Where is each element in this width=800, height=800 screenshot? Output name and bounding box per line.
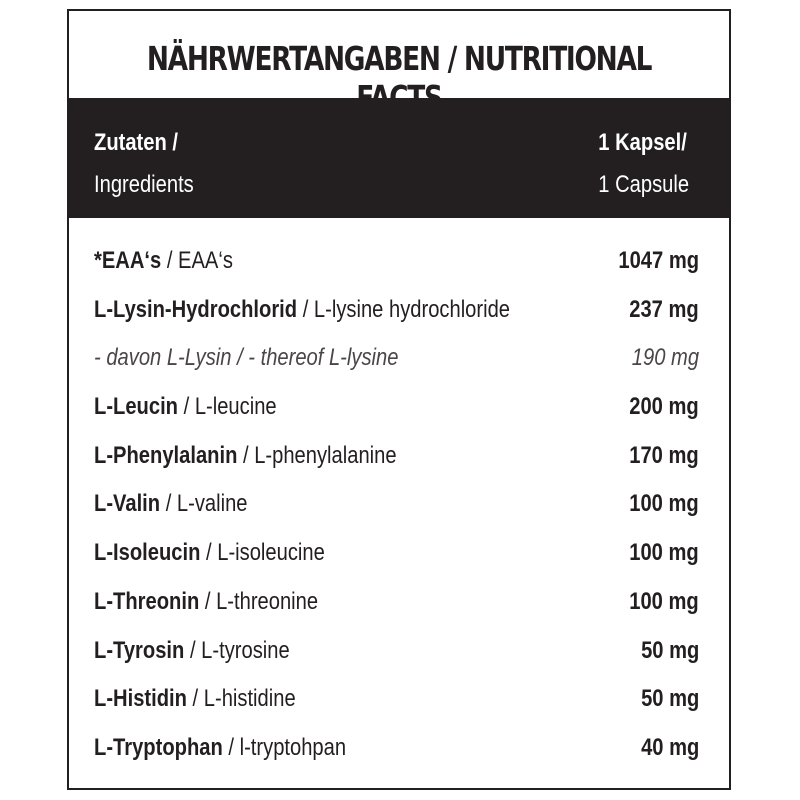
amount-header-de: 1 Kapsel/ <box>598 129 687 156</box>
ingredient-name-de: L-Threonin <box>94 587 200 615</box>
ingredient-name <box>94 442 397 470</box>
ingredient-amount: 200 mg <box>629 393 699 421</box>
ingredient-name <box>94 344 398 372</box>
name-separator: / <box>184 636 202 664</box>
ingredient-amount: 50 mg <box>640 636 699 664</box>
ingredient-name-en: L-isoleucine <box>217 539 325 567</box>
ingredient-name <box>94 539 325 567</box>
ingredient-amount: 40 mg <box>640 733 699 761</box>
nutrition-facts-panel <box>67 9 731 790</box>
ingredient-name <box>94 490 248 518</box>
table-row-sub <box>69 334 729 383</box>
ingredient-name-en: L-threonine <box>216 587 319 615</box>
amount-column-header <box>598 122 689 206</box>
ingredient-name <box>94 734 346 762</box>
ingredient-name-de: L-Tyrosin <box>94 636 185 664</box>
ingredient-name-en: - thereof L-lysine <box>248 344 399 372</box>
table-header <box>69 98 729 218</box>
table-row <box>69 578 729 627</box>
ingredient-name-en: l-tryptohpan <box>239 733 347 761</box>
ingredients-header-en: Ingredients <box>94 171 194 198</box>
ingredient-name-en: L-valine <box>176 490 248 518</box>
name-separator: / <box>200 539 218 567</box>
ingredient-name-de: L-Leucin <box>94 393 178 421</box>
table-row <box>69 675 729 724</box>
ingredient-name-en: L-leucine <box>194 393 277 421</box>
name-separator: / <box>186 685 204 713</box>
ingredient-name-de: L-Histidin <box>94 685 187 713</box>
ingredient-name <box>94 685 296 713</box>
ingredient-list <box>69 237 729 773</box>
table-row <box>69 383 729 432</box>
ingredient-name-de: L-Tryptophan <box>94 733 223 761</box>
table-row <box>69 480 729 529</box>
panel-title: NÄHRWERTANGABEN / NUTRITIONAL <box>146 39 652 78</box>
ingredient-name-de: *EAA‘s <box>94 247 162 274</box>
table-row <box>69 286 729 335</box>
ingredient-name-de: L-Lysin-Hydrochlorid <box>94 295 298 323</box>
ingredient-amount: 190 mg <box>631 344 699 372</box>
ingredients-header-de: Zutaten / <box>94 129 178 156</box>
ingredient-name-en: EAA‘s <box>178 247 233 274</box>
ingredient-name <box>94 637 290 665</box>
ingredient-amount: 1047 mg <box>618 247 699 274</box>
table-row <box>69 432 729 481</box>
ingredient-amount: 50 mg <box>640 685 699 713</box>
ingredient-name-de: - davon L-Lysin <box>94 344 232 372</box>
amount-header-en: 1 Capsule <box>598 171 689 198</box>
ingredient-name-de: L-Phenylalanin <box>94 441 238 469</box>
ingredient-amount: 100 mg <box>629 539 699 567</box>
name-separator: / <box>160 490 177 518</box>
ingredient-name <box>94 588 318 616</box>
ingredient-name <box>94 393 277 421</box>
name-separator: / <box>199 587 217 615</box>
ingredient-name-en: L-lysine hydrochloride <box>313 295 511 323</box>
name-separator: / <box>161 247 179 274</box>
ingredient-amount: 237 mg <box>629 295 699 323</box>
name-separator: / <box>297 295 314 323</box>
name-separator: / <box>237 441 255 469</box>
name-separator: / <box>178 393 195 421</box>
ingredient-amount: 100 mg <box>629 587 699 615</box>
ingredient-name-en: L-histidine <box>203 685 296 713</box>
ingredient-name-de: L-Isoleucin <box>94 539 201 567</box>
ingredient-amount: 100 mg <box>629 490 699 518</box>
name-separator: / <box>222 733 240 761</box>
name-separator: / <box>231 344 249 372</box>
ingredient-amount: 170 mg <box>629 441 699 469</box>
table-row <box>69 529 729 578</box>
table-row <box>69 237 729 286</box>
ingredient-name-en: L-phenylalanine <box>254 441 397 469</box>
ingredient-name <box>94 296 510 324</box>
ingredients-column-header <box>94 122 194 206</box>
ingredient-name <box>94 247 233 275</box>
ingredient-name-de: L-Valin <box>94 490 161 518</box>
table-row <box>69 627 729 676</box>
table-row <box>69 724 729 773</box>
ingredient-name-en: L-tyrosine <box>201 636 290 664</box>
